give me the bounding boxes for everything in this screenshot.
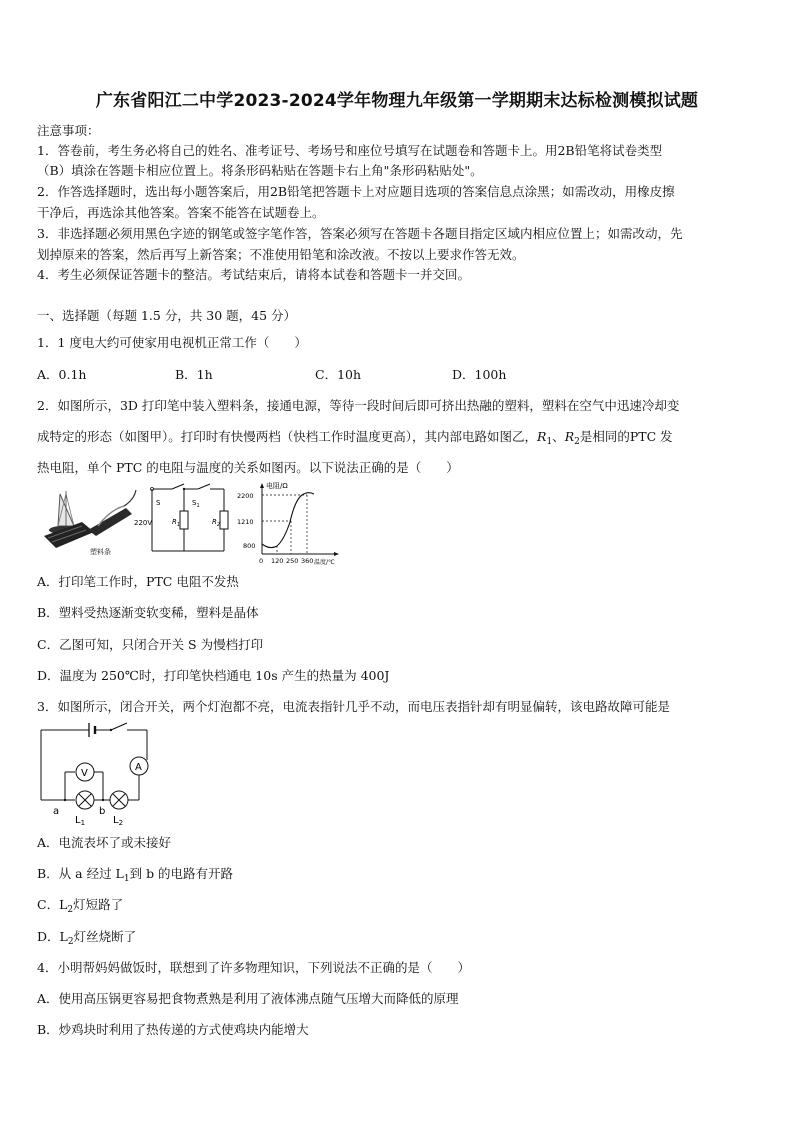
- q2-option-c: C．乙图可知，只闭合开关 S 为慢档打印: [37, 637, 264, 652]
- q3-stem: 3．如图所示，闭合开关，两个灯泡都不亮，电流表指针几乎不动，而电压表指针却有明显偏转，该电路故障可能是: [37, 699, 670, 714]
- q2-figure-graph: [232, 480, 342, 566]
- notice-line-2: （B）填涂在答题卡相应位置上。将条形码粘贴在答题卡右上角"条形码粘贴处"。: [37, 163, 483, 178]
- q4-option-b: B．炒鸡块时利用了热传递的方式使鸡块内能增大: [37, 1022, 309, 1037]
- q3-option-c: C．$L_2$灯短路了: [37, 897, 124, 915]
- q4-stem: 4．小明帮妈妈做饭时，联想到了许多物理知识，下列说法不正确的是（ ）: [37, 960, 470, 975]
- graph-curve: [262, 493, 314, 548]
- plastic-strip-label: 塑料条: [90, 548, 111, 556]
- ptc-circuit-diagram: [132, 483, 232, 555]
- lamp-l1-label: $L_1$: [75, 815, 86, 826]
- q3-option-d: D．$L_2$灯丝烧断了: [37, 929, 137, 947]
- q1-stem: 1．1 度电大约可使家用电视机正常工作（ ）: [37, 335, 307, 350]
- ammeter-label: A: [135, 762, 142, 773]
- q2-option-b: B．塑料受热逐渐变软变稀，塑料是晶体: [37, 605, 259, 620]
- ytick-2200: 2200: [237, 492, 254, 500]
- xtick-250: 250: [286, 557, 299, 565]
- q2-stem-line-3: 热电阻，单个 PTC 的电阻与温度的关系如图丙。以下说法正确的是（ ）: [37, 460, 459, 475]
- notice-line-5: 3．非选择题必须用黑色字迹的钢笔或签字笔作答，答案必须写在答题卡各题目指定区域内相应位置上；如需改动，先: [37, 226, 683, 241]
- notice-line-1: 1．答卷前，考生务必将自己的姓名、准考证号、考场号和座位号填写在试题卷和答题卡上。用2B铅笔将试卷类型: [37, 143, 663, 158]
- switch-s-label: S: [156, 499, 161, 507]
- lamp-l2-label: $L_2$: [113, 815, 124, 826]
- point-a-label: a: [53, 806, 60, 817]
- q3-figure-circuit: [37, 720, 157, 826]
- q2-stem-text: 成特定的形态（如图甲）。打印时有快慢两档（快档工作时温度更高），其内部电路如图乙，: [37, 429, 538, 444]
- xtick-0: 0: [259, 557, 264, 565]
- page-title: 广东省阳江二中学2023-2024学年物理九年级第一学期期末达标检测模拟试题: [95, 91, 699, 111]
- r1-symbol: R: [537, 429, 547, 444]
- resistance-temperature-graph: [232, 480, 342, 566]
- r2-symbol: R: [564, 429, 575, 444]
- q1-option-a: A．0.1h: [37, 367, 87, 382]
- graph-x-axis-label: 温度/℃: [314, 559, 335, 566]
- q2-stem-line-2: [37, 427, 757, 447]
- graph-y-axis-label: 电阻/Ω: [266, 482, 288, 490]
- circuit-r1-label: $R_1$: [172, 518, 181, 528]
- q2-stem-tail: 是相同的PTC 发: [579, 429, 673, 444]
- ytick-1210: 1210: [237, 518, 254, 526]
- fault-circuit-diagram: [37, 720, 157, 826]
- q1-option-b: B．1h: [175, 367, 213, 382]
- notice-line-4: 干净后，再选涂其他答案。答案不能答在试题卷上。: [37, 205, 325, 220]
- notice-line-7: 4．考生必须保证答题卡的整洁。考试结束后，请将本试卷和答题卡一并交回。: [37, 267, 470, 282]
- r2-subscript: 2: [574, 437, 580, 447]
- xtick-120: 120: [271, 557, 284, 565]
- xtick-360: 360: [301, 557, 314, 565]
- q2-figure-circuit: [132, 483, 232, 555]
- voltage-label: 220V: [134, 519, 153, 527]
- voltmeter-label: V: [81, 768, 88, 779]
- q1-option-d: D．100h: [452, 367, 507, 382]
- q2-stem-line-1: 2．如图所示，3D 打印笔中装入塑料条，接通电源，等待一段时间后即可挤出热融的塑料，塑料在空气中迅速冷却变: [37, 398, 680, 413]
- q4-option-a: A．使用高压锅更容易把食物煮熟是利用了液体沸点随气压增大而降低的原理: [37, 991, 459, 1006]
- q2-option-a: A．打印笔工作时，PTC 电阻不发热: [37, 574, 239, 589]
- notice-line-6: 划掉原来的答案，然后再写上新答案；不准使用铅笔和涂改液。不按以上要求作答无效。: [37, 247, 525, 262]
- section-heading: 一、选择题（每题 1.5 分，共 30 题，45 分）: [37, 308, 297, 323]
- q3-option-a: A．电流表坏了或未接好: [37, 835, 172, 850]
- q2-option-d: D．温度为 250℃时，打印笔快档通电 10s 产生的热量为 400J: [37, 668, 390, 683]
- notice-line-3: 2．作答选择题时，选出每小题答案后，用2B铅笔把答题卡上对应题目选项的答案信息点涂黑；如需改动，用橡皮擦: [37, 184, 675, 199]
- q2-figure-pen: [38, 486, 138, 558]
- 3d-pen-illustration: [38, 486, 138, 558]
- separator: 、: [552, 429, 565, 444]
- ytick-800: 800: [243, 542, 256, 550]
- q3-option-b: B．从 a 经过 $L_1$到 b 的电路有开路: [37, 866, 234, 884]
- point-b-label: b: [99, 806, 106, 817]
- notice-heading: 注意事项：: [37, 123, 100, 138]
- switch-s1-label: $S_1$: [192, 499, 200, 509]
- q1-option-c: C．10h: [315, 367, 362, 382]
- circuit-r2-label: $R_2$: [212, 518, 221, 528]
- r1-subscript: 1: [546, 437, 553, 447]
